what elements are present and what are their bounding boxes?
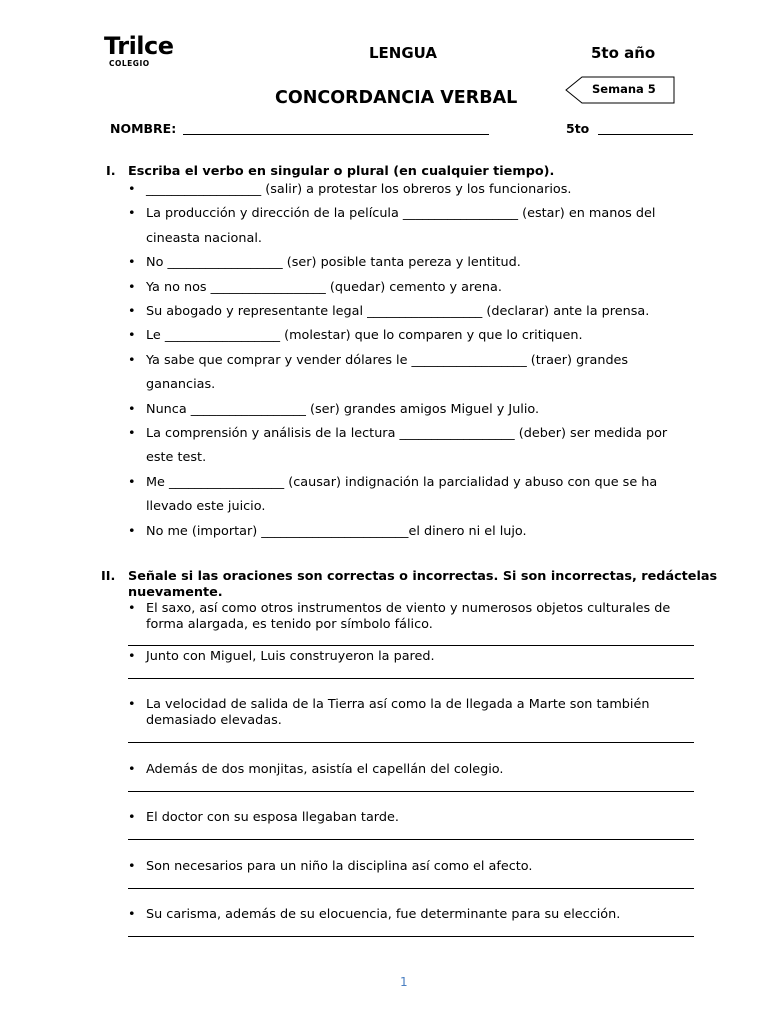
logo-subtitle: COLEGIO: [109, 59, 150, 68]
answer-line[interactable]: [128, 936, 694, 937]
list-item: • La comprensión y análisis de la lectura __________________ (deber) ser medida por este test.: [128, 422, 688, 471]
subject-label: LENGUA: [369, 44, 437, 62]
grade-year-label: 5to año: [591, 44, 656, 62]
section-1-number: I.: [106, 164, 116, 179]
exercise-item: [128, 697, 694, 729]
exercise-sentence: • El doctor con su esposa llegaban tarde.: [128, 810, 694, 826]
week-tag: [565, 76, 675, 104]
page-title: CONCORDANCIA VERBAL: [275, 88, 518, 108]
exercise-item: [128, 859, 694, 875]
list-item: • Su abogado y representante legal __________________ (declarar) ante la prensa.: [128, 300, 688, 324]
answer-line[interactable]: [128, 742, 694, 743]
exercise-item: [128, 649, 694, 665]
name-label: NOMBRE:: [110, 121, 177, 136]
week-label: Semana 5: [592, 82, 656, 96]
section-1-list: [128, 178, 688, 544]
grade-blank-line[interactable]: [598, 134, 693, 135]
exercise-sentence: • Además de dos monjitas, asistía el capellán del colegio.: [128, 762, 694, 778]
section-2-number: II.: [101, 569, 116, 584]
exercise-item: [128, 907, 694, 923]
exercise-sentence: • El saxo, así como otros instrumentos de viento y numerosos objetos culturales de forma alargada, es tenido por símbolo fálico.: [128, 601, 694, 633]
exercise-sentence: • Junto con Miguel, Luis construyeron la pared.: [128, 649, 694, 665]
answer-line[interactable]: [128, 888, 694, 889]
list-item: • No __________________ (ser) posible tanta pereza y lentitud.: [128, 251, 688, 275]
exercise-sentence: • Son necesarios para un niño la disciplina así como el afecto.: [128, 859, 694, 875]
list-item: • Nunca __________________ (ser) grandes amigos Miguel y Julio.: [128, 398, 688, 422]
grade-field-label: 5to: [566, 121, 590, 136]
name-blank-line[interactable]: [183, 134, 489, 135]
list-item: • Ya no nos __________________ (quedar) cemento y arena.: [128, 276, 688, 300]
exercise-item: [128, 762, 694, 778]
list-item: • Me __________________ (causar) indignación la parcialidad y abuso con que se ha llevado este juicio.: [128, 471, 688, 520]
exercise-sentence: • Su carisma, además de su elocuencia, fue determinante para su elección.: [128, 907, 694, 923]
exercise-sentence: • La velocidad de salida de la Tierra así como la de llegada a Marte son también demasiado elevadas.: [128, 697, 694, 729]
section-2-title: Señale si las oraciones son correctas o incorrectas. Si son incorrectas, redáctelas nuevamente.: [128, 569, 718, 600]
list-item: • No me (importar) _______________________el dinero ni el lujo.: [128, 520, 688, 544]
page-number: 1: [400, 975, 408, 989]
answer-line[interactable]: [128, 791, 694, 792]
exercise-item: [128, 810, 694, 826]
answer-line[interactable]: [128, 645, 694, 646]
section-1-title: Escriba el verbo en singular o plural (en cualquier tiempo).: [128, 164, 555, 179]
school-logo: [104, 34, 174, 68]
logo-text: Trilce: [104, 32, 174, 60]
list-item: • __________________ (salir) a protestar los obreros y los funcionarios.: [128, 178, 688, 202]
answer-line[interactable]: [128, 839, 694, 840]
answer-line[interactable]: [128, 678, 694, 679]
list-item: • Le __________________ (molestar) que lo comparen y que lo critiquen.: [128, 324, 688, 348]
list-item: • La producción y dirección de la película __________________ (estar) en manos del cineasta nacional.: [128, 202, 688, 251]
exercise-item: [128, 601, 694, 633]
list-item: • Ya sabe que comprar y vender dólares le __________________ (traer) grandes ganancias.: [128, 349, 688, 398]
